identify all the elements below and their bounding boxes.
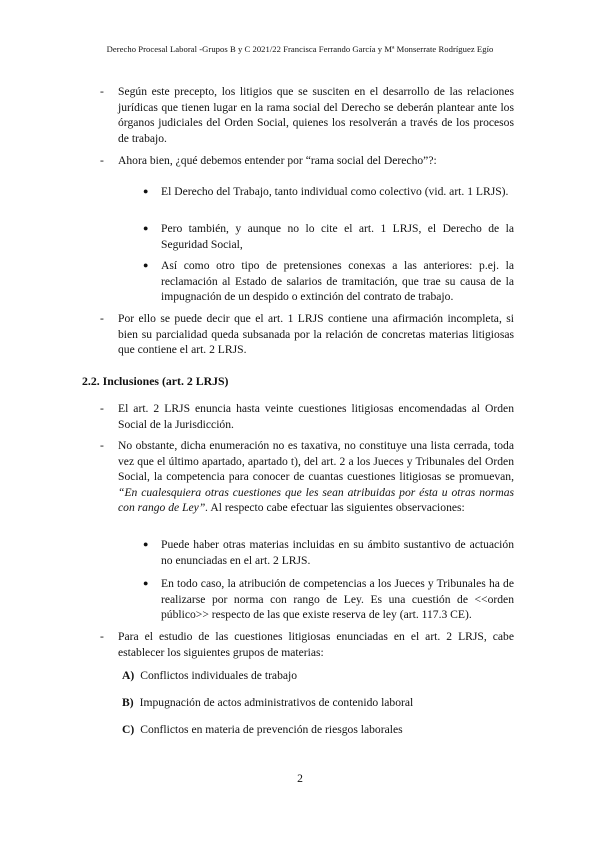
paragraph-2-end: ?: xyxy=(428,154,437,167)
page-number: 2 xyxy=(297,772,303,785)
bullet-icon: ● xyxy=(143,223,149,233)
section-heading: 2.2. Inclusiones (art. 2 LRJS) xyxy=(82,374,229,388)
paragraph-2-quote: “rama social del Derecho” xyxy=(305,154,429,167)
paragraph-6: Para el estudio de las cuestiones litigiosas enunciadas en el art. 2 LRJS, cabe establecer los siguientes grupos de materias: xyxy=(118,630,514,659)
bullet-item-2: Pero también, y aunque no lo cite el art. 1 LRJS, el Derecho de la Seguridad Social, xyxy=(161,222,514,251)
dash-marker: - xyxy=(100,85,104,98)
dash-marker: - xyxy=(100,312,104,325)
paragraph-5 xyxy=(118,438,514,516)
bullet-item-4: Puede haber otras materias incluidas en su ámbito sustantivo de actuación no enunciadas en el art. 2 LRJS. xyxy=(161,538,514,567)
paragraph-5-quote: “En cualesquiera otras cuestiones que les sean atribuidas por ésta u otras normas con rango de Ley”. xyxy=(118,485,514,515)
bullet-item-3: Así como otro tipo de pretensiones conexas a las anteriores: p.ej. la reclamación al Estado de salarios de tramitación, que trae su causa de la impugnación de un despido o extinción del contrato de trabajo. xyxy=(161,259,514,304)
bullet-icon: ● xyxy=(143,539,149,549)
dash-marker: - xyxy=(100,154,104,167)
bullet-icon: ● xyxy=(143,186,149,196)
group-item xyxy=(122,668,512,684)
group-text: Impugnación de actos administrativos de contenido laboral xyxy=(139,696,414,709)
bullet-icon: ● xyxy=(143,260,149,270)
group-text: Conflictos individuales de trabajo xyxy=(140,669,298,682)
dash-marker: - xyxy=(100,439,104,452)
bullet-item-5: En todo caso, la atribución de competencias a los Jueces y Tribunales ha de realizarse por norma con rango de Ley. Es una cuestión de <<orden público>> respecto de las que existe reserva de ley (art. 117.3 CE). xyxy=(161,577,514,622)
paragraph-2 xyxy=(118,153,514,169)
paragraph-1: Según este precepto, los litigios que se susciten en el desarrollo de las relaciones jurídicas que tienen lugar en la rama social del Derecho se deberán plantear ante los órganos judiciales del Orden Social, quienes los resolverán a través de los procesos de trabajo. xyxy=(118,85,514,145)
group-label: B) xyxy=(122,696,134,709)
paragraph-5-text: No obstante, dicha enumeración no es taxativa, no constituye una lista cerrada, toda vez que el último apartado, apartado t), del art. 2 a los Jueces y Tribunales del Orden Social, la competencia para conocer de cuantas cuestiones litigiosas se promuevan, xyxy=(118,439,514,484)
bullet-icon: ● xyxy=(143,578,149,588)
bullet-item-1: El Derecho del Trabajo, tanto individual como colectivo (vid. art. 1 LRJS). xyxy=(161,185,509,198)
running-header: Derecho Procesal Laboral -Grupos B y C 2021/22 Francisca Ferrando García y Mª Monserrate Rodríguez Egío xyxy=(106,44,494,54)
group-item xyxy=(122,722,512,738)
group-text: Conflictos en materia de prevención de riesgos laborales xyxy=(140,723,403,736)
group-item xyxy=(122,695,512,711)
paragraph-5-end: Al respecto cabe efectuar las siguientes observaciones: xyxy=(208,501,465,515)
paragraph-4: El art. 2 LRJS enuncia hasta veinte cuestiones litigiosas encomendadas al Orden Social de la Jurisdicción. xyxy=(118,402,514,431)
paragraph-3: Por ello se puede decir que el art. 1 LRJS contiene una afirmación incompleta, si bien su parcialidad queda subsanada por la relación de concretas materias litigiosas que contiene el art. 2 LRJS. xyxy=(118,312,514,357)
dash-marker: - xyxy=(100,630,104,643)
group-label: C) xyxy=(122,723,135,736)
paragraph-2-text: Ahora bien, ¿qué debemos entender por xyxy=(118,154,306,167)
group-label: A) xyxy=(122,669,135,682)
dash-marker: - xyxy=(100,402,104,415)
